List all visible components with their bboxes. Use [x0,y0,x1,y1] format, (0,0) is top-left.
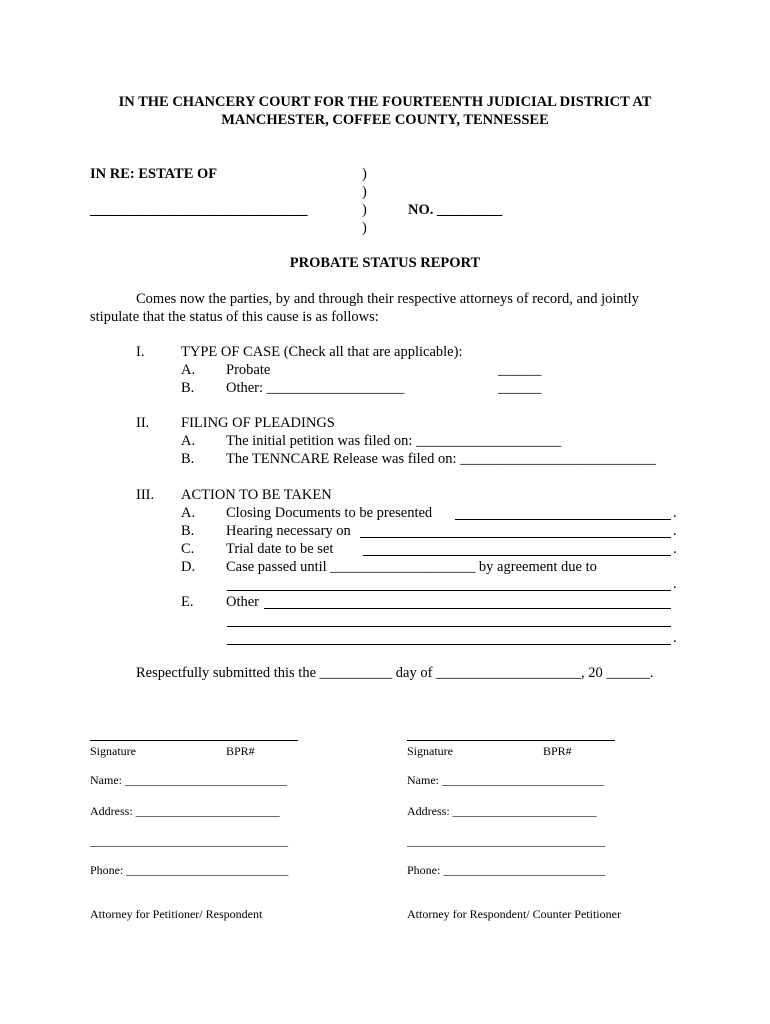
right-bpr-label: BPR# [543,744,572,758]
intro-line1: Comes now the parties, by and through their respective attorneys of record, and jointly [136,291,639,307]
section-2-a-letter: A. [181,433,196,449]
left-address-field-2[interactable]: _________________________________ [90,834,288,848]
period-d: . [673,576,677,592]
intro-line2: stipulate that the status of this cause is as follows: [90,309,379,325]
other-check-field[interactable]: ______ [498,380,542,396]
section-3-a-text: Closing Documents to be presented [226,505,433,521]
section-3-e-text: Other [226,594,260,610]
left-attorney-role: Attorney for Petitioner/ Respondent [90,907,263,921]
case-number-field[interactable]: NO. _________ [408,202,503,218]
section-3-e-letter: E. [181,594,194,610]
section-3-c-text: Trial date to be set [226,541,334,557]
court-caption-line1: IN THE CHANCERY COURT FOR THE FOURTEENTH JUDICIAL DISTRICT AT [118,94,652,110]
estate-name-blank[interactable]: ______________________________ [90,202,308,218]
closing-documents-field[interactable] [455,519,671,520]
right-attorney-role: Attorney for Respondent/ Counter Petitioner [407,907,621,921]
section-3-d-letter: D. [181,559,196,575]
section-3-heading: ACTION TO BE TAKEN [181,487,332,503]
hearing-date-field[interactable] [360,537,671,538]
paren-3: ) [362,202,367,218]
section-3-b-text: Hearing necessary on [226,523,351,539]
section-3-number: III. [136,487,155,503]
section-2-b-letter: B. [181,451,195,467]
right-address-field[interactable]: Address: ________________________ [407,804,597,818]
trial-date-field[interactable] [363,555,671,556]
petition-filed-date-field[interactable]: The initial petition was filed on: ____________________ [226,433,562,449]
section-3-b-letter: B. [181,523,195,539]
left-bpr-label: BPR# [226,744,255,758]
section-2-heading: FILING OF PLEADINGS [181,415,335,431]
left-signature-line[interactable] [90,740,298,741]
period-b: . [673,523,677,539]
left-phone-field[interactable]: Phone: ___________________________ [90,863,289,877]
other-action-field-2[interactable] [227,626,671,627]
tenncare-filed-date-field[interactable]: The TENNCARE Release was filed on: ___________________________ [226,451,656,467]
period-a: . [673,505,677,521]
left-name-field[interactable]: Name: ___________________________ [90,773,287,787]
paren-4: ) [362,220,367,236]
agreement-reason-field[interactable] [227,590,671,591]
probate-check-field[interactable]: ______ [498,362,542,378]
section-1-heading: TYPE OF CASE (Check all that are applicable): [181,344,463,360]
case-passed-until-field[interactable]: Case passed until ____________________ by agreement due to [226,559,597,575]
section-1-b-letter: B. [181,380,195,396]
other-type-field[interactable]: Other: ___________________ [226,380,405,396]
paren-2: ) [362,184,367,200]
period-e: . [673,630,677,646]
section-1-number: I. [136,344,145,360]
in-re-estate-label: IN RE: ESTATE OF [90,166,218,182]
submitted-date-line[interactable]: Respectfully submitted this the __________ day of ____________________, 20 ______. [136,665,654,681]
court-caption-line2: MANCHESTER, COFFEE COUNTY, TENNESSEE [221,112,549,128]
section-1-a-letter: A. [181,362,196,378]
left-signature-label: Signature [90,744,136,758]
period-c: . [673,541,677,557]
report-title: PROBATE STATUS REPORT [289,255,481,271]
right-name-field[interactable]: Name: ___________________________ [407,773,604,787]
section-3-a-letter: A. [181,505,196,521]
left-address-field[interactable]: Address: ________________________ [90,804,280,818]
paren-1: ) [362,166,367,182]
section-3-c-letter: C. [181,541,195,557]
right-signature-line[interactable] [407,740,615,741]
section-2-number: II. [136,415,150,431]
right-address-field-2[interactable]: _________________________________ [407,834,605,848]
right-phone-field[interactable]: Phone: ___________________________ [407,863,606,877]
other-action-field-1[interactable] [264,608,671,609]
other-action-field-3[interactable] [227,644,671,645]
section-1-a-text: Probate [226,362,271,378]
right-signature-label: Signature [407,744,453,758]
